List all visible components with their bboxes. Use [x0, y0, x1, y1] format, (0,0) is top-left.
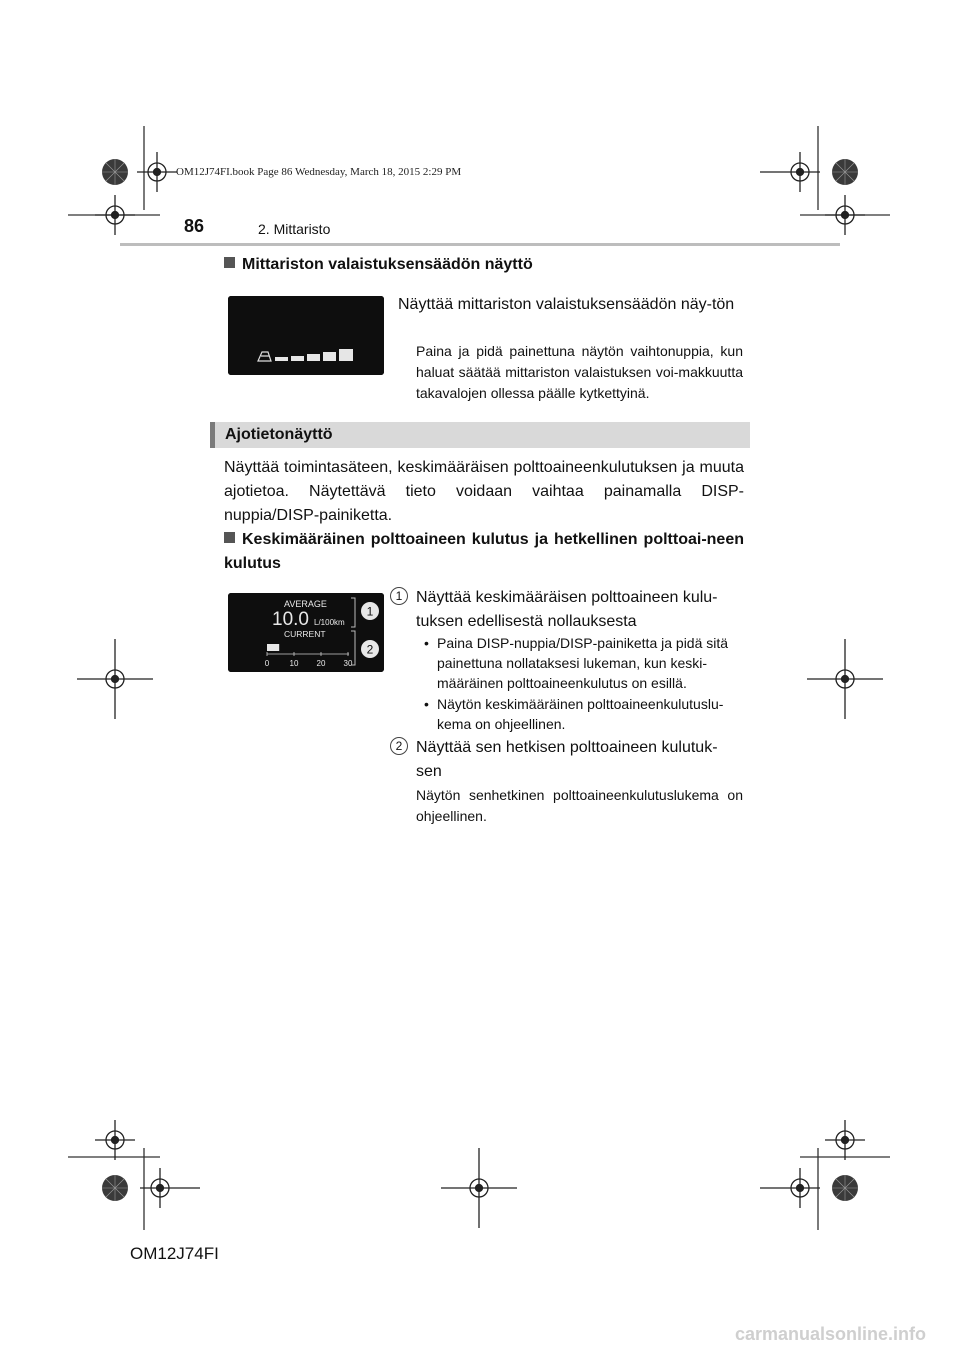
- display-value: 10.0: [272, 609, 309, 630]
- item-1-title-line2: tuksen edellisestä nollauksesta: [416, 613, 637, 630]
- item-1-title-line1: Näyttää keskimääräisen polttoaineen kulu-: [416, 589, 718, 606]
- page-number: 86: [184, 216, 205, 236]
- display-scale-tick-30: 30: [343, 659, 353, 668]
- bullet-1-marker: •: [424, 635, 429, 651]
- square-bullet-icon: [224, 532, 235, 543]
- callout-2: [361, 640, 379, 658]
- fuel-consumption-heading: [224, 528, 744, 576]
- display-unit: L/100km: [314, 618, 345, 627]
- item-2-title-line1: Näyttää sen hetkisen polttoaineen kulutuk-: [416, 739, 718, 756]
- item-1-title: [390, 586, 744, 610]
- square-bullet-icon: [224, 257, 235, 268]
- drive-info-bar-heading: Ajotietonäyttö: [210, 422, 750, 448]
- bullet-1-line3: määräinen polttoaineenkulutus on esillä.: [437, 675, 687, 691]
- display-current-label: CURRENT: [284, 629, 326, 639]
- item-2-title-line2: sen: [416, 763, 442, 780]
- display-scale-tick-0: 0: [264, 659, 270, 668]
- display-scale-tick-20: 20: [316, 659, 326, 668]
- footer-code: OM12J74FI: [130, 1244, 219, 1263]
- illumination-heading-text: Mittariston valaistuksensäädön näyttö: [242, 256, 533, 273]
- bullet-2-line2: kema on ohjeellinen.: [437, 716, 566, 732]
- item-1-number: 1: [390, 587, 408, 605]
- watermark: carmanualsonline.info: [735, 1324, 927, 1344]
- illumination-display-image: [228, 296, 384, 375]
- current-consumption-bar: [267, 644, 279, 651]
- drive-info-intro: Näyttää toimintasäteen, keskimääräisen polttoaineenkulutuksen ja muuta ajotietoa. Näytettävä tieto voidaan vaihtaa painamalla DISP-nuppia/DISP-painiketta.: [224, 459, 744, 524]
- header-rule: [120, 243, 840, 246]
- item-2-title: [390, 736, 744, 760]
- display-scale-tick-10: 10: [289, 659, 299, 668]
- callout-1: [361, 602, 379, 620]
- illumination-desc-sub: Paina ja pidä painettuna näytön vaihtonuppia, kun haluat säätää mittariston valaistuksen voi-makkuutta takavalojen ollessa päälle kytkettyinä.: [416, 343, 743, 401]
- illumination-desc-main: Näyttää mittariston valaistuksensäädön näy-tön: [398, 296, 735, 313]
- section-name: 2. Mittaristo: [258, 221, 331, 237]
- bullet-1-line1: Paina DISP-nuppia/DISP-painiketta ja pidä sitä: [437, 635, 729, 651]
- fuel-consumption-heading-text: Keskimääräinen polttoaineen kulutus ja hetkellinen polttoai-neen kulutus: [224, 531, 744, 572]
- illumination-heading: [224, 253, 754, 277]
- item-2-number: 2: [390, 737, 408, 755]
- item-2-note: Näytön senhetkinen polttoaineenkulutuslukema on ohjeellinen.: [416, 787, 743, 824]
- bullet-2-marker: •: [424, 696, 429, 712]
- svg-text:1: 1: [366, 604, 374, 619]
- fuel-consumption-display-image: [228, 593, 384, 672]
- book-header: OM12J74FI.book Page 86 Wednesday, March 18, 2015 2:29 PM: [176, 166, 462, 178]
- bullet-1-line2: painettuna nollataksesi lukeman, kun keski-: [437, 655, 708, 671]
- display-average-label: AVERAGE: [284, 599, 327, 609]
- bullet-2-line1: Näytön keskimääräinen polttoaineenkulutuslu-: [437, 696, 724, 712]
- svg-text:2: 2: [366, 642, 374, 657]
